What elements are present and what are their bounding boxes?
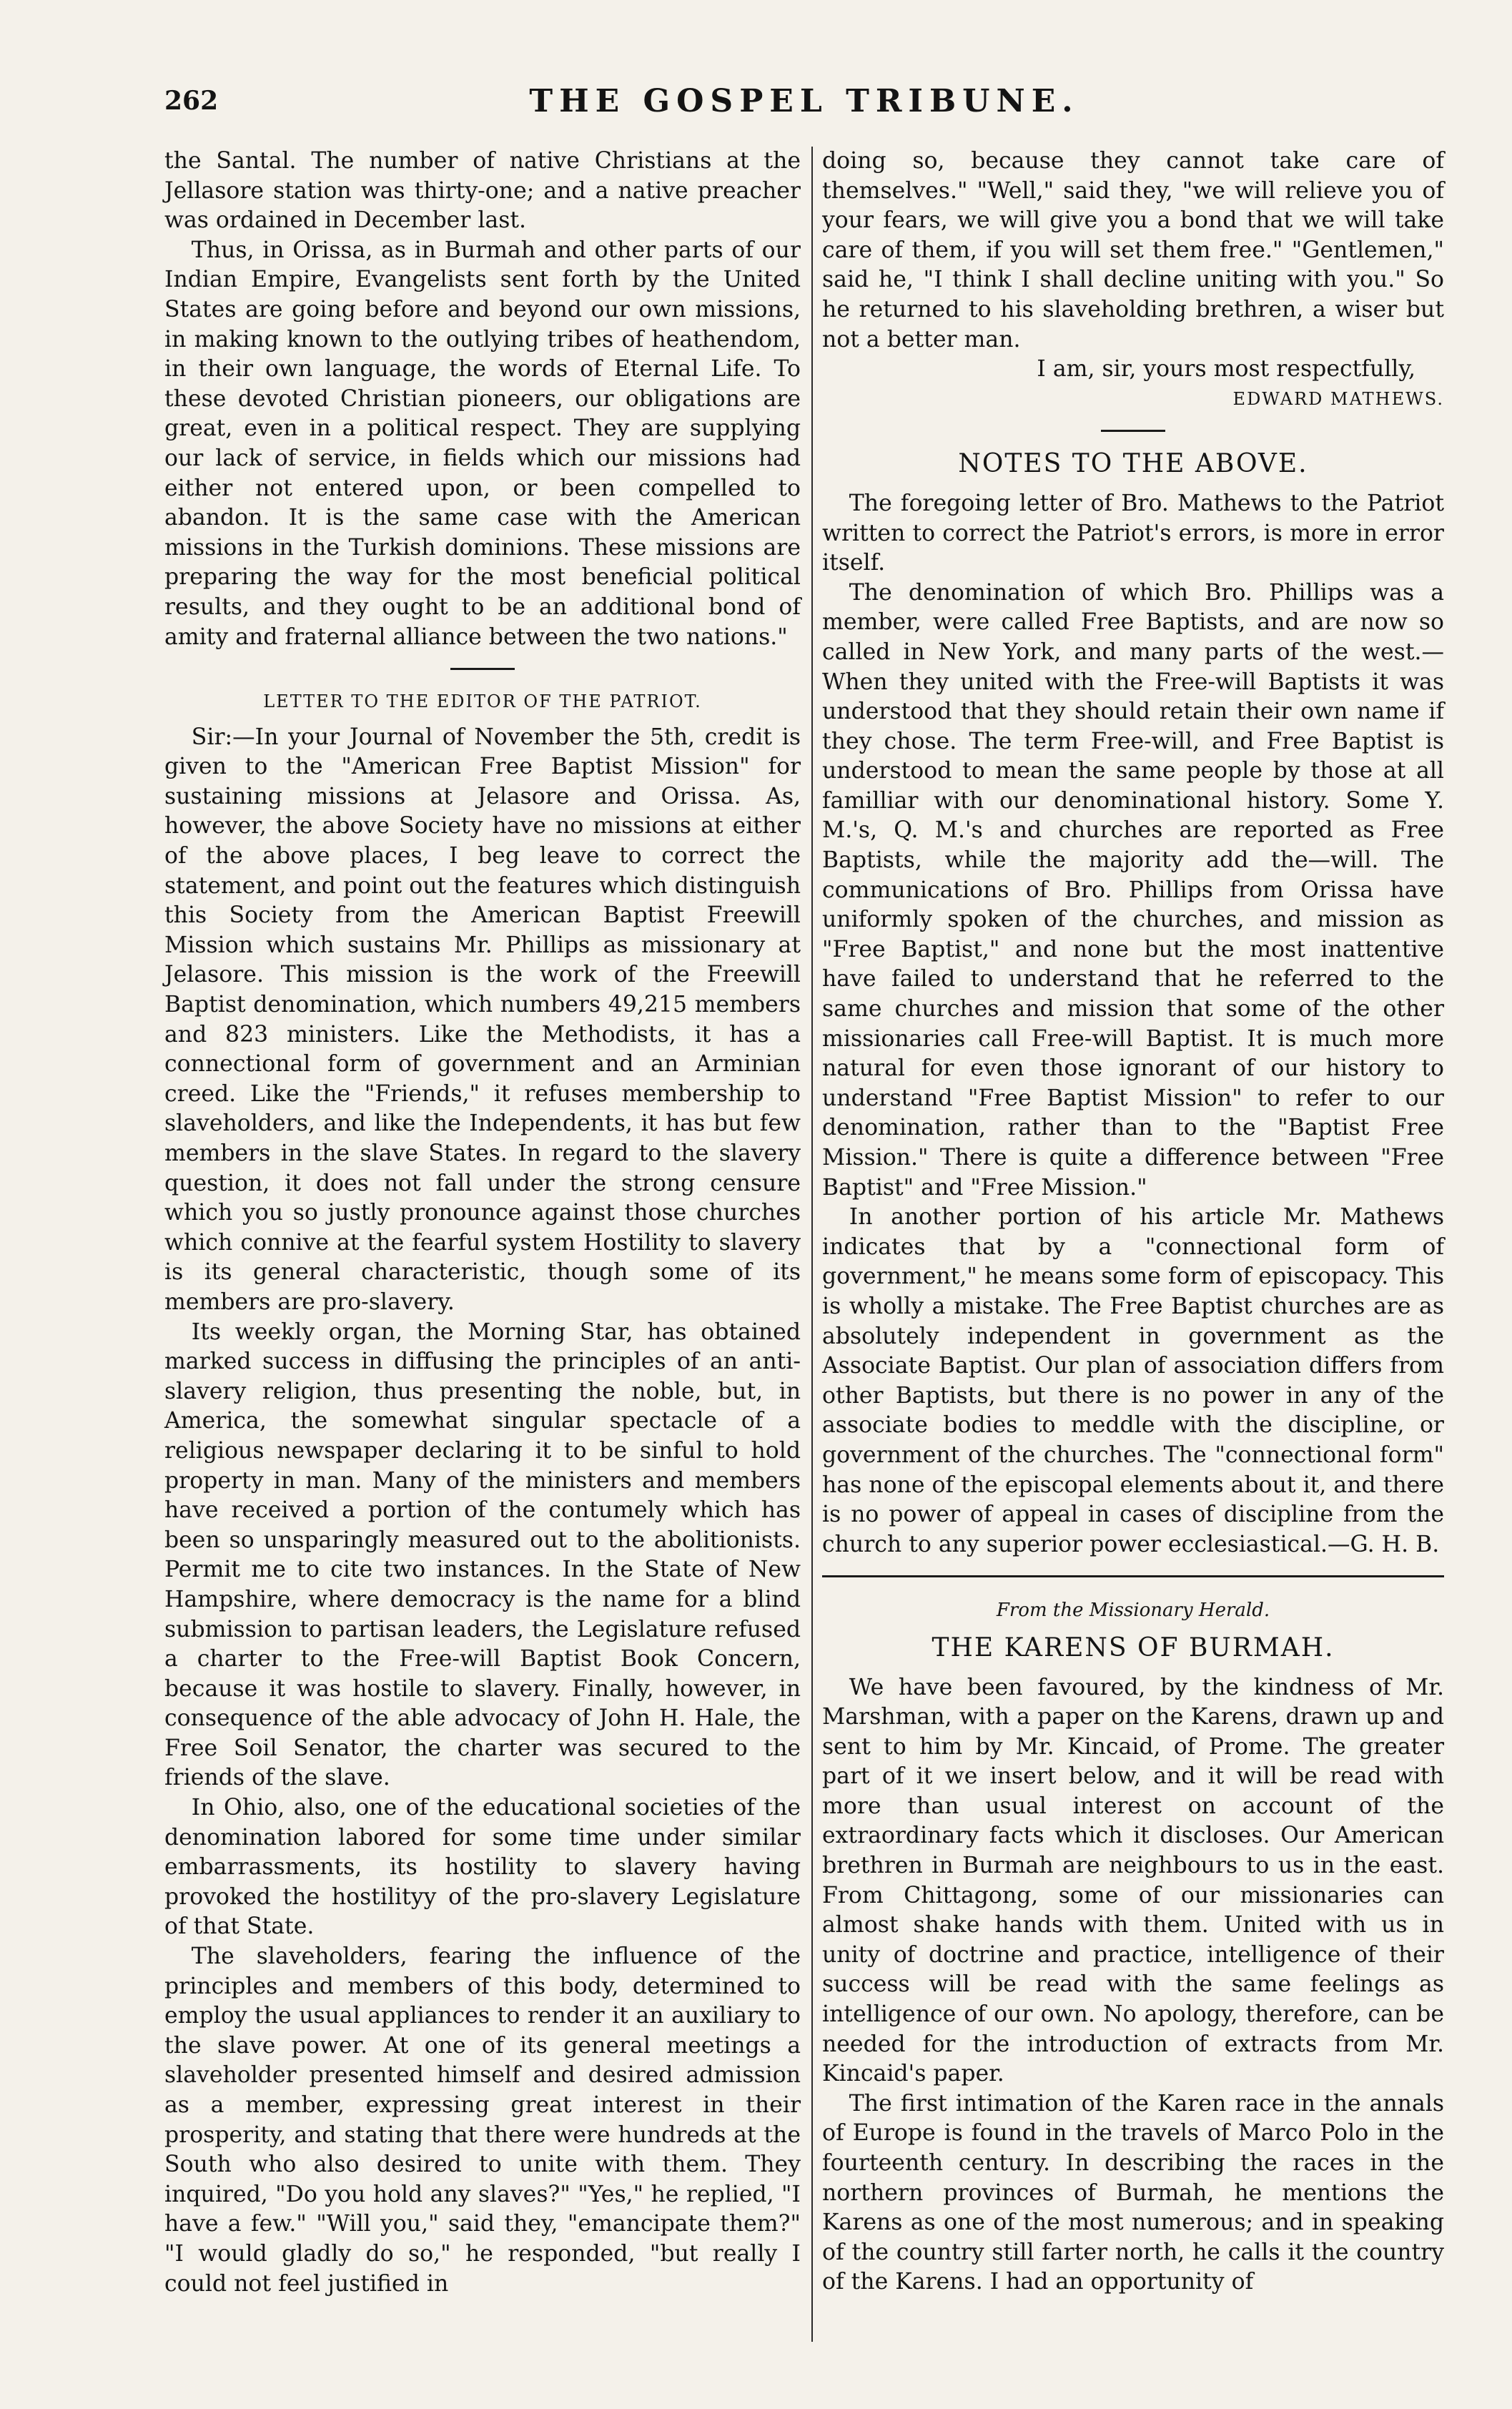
section-divider [1101,430,1165,432]
paragraph: Sir:—In your Journal of November the 5th, credit is given to the "American Free Baptist Mission" for sustaining missions at Jelasore and Orissa. As, however, the above Society have no missions at either of the above places, I beg leave to correct the statement, and point out the features which distinguish this Society from the American Baptist Freewill Mission which sustains Mr. Phillips as missionary at Jelasore. This mission is the work of the Freewill Baptist denomination, which numbers 49,215 members and 823 ministers. Like the Methodists, it has a connectional form of government and an Arminian creed. Like the "Friends," it refuses membership to slaveholders, and like the Independents, it has but few members in the slave States. In regard to the slavery question, it does not fall under the strong censure which you so justly pronounce against those churches which connive at the fearful system Hostility to slavery is its general characteristic, though some of its members are pro-slavery. [164,724,801,1315]
paragraph: the Santal. The number of native Christians at the Jellasore station was thirty-one; and a native preacher was ordained in December last. [164,148,801,234]
column-divider [811,147,813,2342]
right-column [822,147,1444,2297]
paragraph: In another portion of his article Mr. Mathews indicates that by a "connectional form of government," he means some form of episcopacy. This is wholly a mistake. The Free Baptist churches are as absolutely independent in government as the Associate Baptist. Our plan of association differs from other Baptists, but there is no power in any of the associate bodies to meddle with the discipline, or government of the churches. The "connectional form" has none of the episcopal elements about it, and there is no power of appeal in cases of discipline from the church to any superior power ecclesiastical.—G. H. B. [822,1204,1444,1557]
source-credit: From the Missionary Herald. [996,1600,1270,1622]
paragraph: doing so, because they cannot take care of themselves." "Well," said they, "we will relieve you of your fears, we will give you a bond that we will take care of them, if you will set them free." "Gentlemen," said he, "I think I shall decline uniting with you." So he returned to his slaveholding brethren, a wiser but not a better man. [822,148,1444,353]
paragraph: We have been favoured, by the kindness of Mr. Marshman, with a paper on the Karens, drawn up and sent to him by Mr. Kincaid, of Prome. The greater part of it we insert below, and it will be read with more than usual interest on account of the extraordinary facts which it discloses. Our American brethren in Burmah are neighbours to us in the east. From Chittagong, some of our missionaries can almost shake hands with them. United with us in unity of doctrine and practice, intelligence of their success will be read with the same feelings as intelligence of our own. No apology, therefore, can be needed for the introduction of extracts from Mr. Kincaid's paper. [822,1674,1444,2087]
letter-heading: LETTER TO THE EDITOR OF THE PATRIOT. [263,691,702,712]
left-column [164,147,801,2299]
paragraph: The denomination of which Bro. Phillips was a member, were called Free Baptists, and are now so called in New York, and many parts of the west.— When they united with the Free-will Baptists it was understood that they should retain their own name if they chose. The term Free-will, and Free Baptist is understood to mean the same people by those at all familliar with our denominational history. Some Y. M.'s, Q. M.'s and churches are reported as Free Baptists, while the majority add the—will. The communications of Bro. Phillips from Orissa have uniformly spoken of the churches, and mission as "Free Baptist," and none but the most inattentive have failed to understand that he referred to the same churches and mission that some of the other missionaries call Free-will Baptist. It is much more natural for even those ignorant of our history to understand "Free Baptist Mission" to refer to our denomination, rather than to the "Baptist Free Mission." There is quite a difference between "Free Baptist" and "Free Mission." [822,579,1444,1201]
paragraph: The first intimation of the Karen race in the annals of Europe is found in the travels of Marco Polo in the fourteenth century. In describing the races in the northern provinces of Burmah, he mentions the Karens as one of the most numerous; and in speaking of the country still farter north, he calls it the country of the Karens. I had an opportunity of [822,2090,1444,2295]
section-divider [822,1575,1444,1577]
paragraph: Thus, in Orissa, as in Burmah and other parts of our Indian Empire, Evangelists sent forth by the United States are going before and beyond our own missions, in making known to the outlying tribes of heathendom, in their own language, the words of Eternal Life. To these devoted Christian pioneers, our obligations are great, even in a political respect. They are supplying our lack of service, in fields which our missions had either not entered upon, or been compelled to abandon. It is the same case with the American missions in the Turkish dominions. These missions are preparing the way for the most beneficial political results, and they ought to be an additional bond of amity and fraternal alliance between the two nations." [164,237,801,650]
notes-heading: NOTES TO THE ABOVE. [958,449,1308,479]
section-divider [450,668,515,670]
letter-signature: EDWARD MATHEWS. [1232,388,1444,409]
paragraph: The slaveholders, fearing the influence of the principles and members of this body, determined to employ the usual appliances to render it an auxiliary to the slave power. At one of its general meetings a slaveholder presented himself and desired admission as a member, expressing great interest in their prosperity, and stating that there were hundreds at the South who also desired to unite with them. They inquired, "Do you hold any slaves?" "Yes," he replied, "I have a few." "Will you," said they, "emancipate them?" "I would gladly do so," he responded, "but really I could not feel justified in [164,1944,801,2297]
letter-closing: I am, sir, yours most respectfully, [1037,356,1415,383]
page-number: 262 [164,86,219,116]
paragraph: Its weekly organ, the Morning Star, has obtained marked success in diffusing the principles of an anti-slavery religion, thus presenting the noble, but, in America, the somewhat singular spectacle of a religious newspaper declaring it to be sinful to hold property in man. Many of the ministers and members have received a portion of the contumely which has been so unsparingly measured out to the abolitionists. Permit me to cite two instances. In the State of New Hampshire, where democracy is the name for a blind submission to partisan leaders, the Legislature refused a charter to the Free-will Baptist Book Concern, because it was hostile to slavery. Finally, however, in consequence of the able advocacy of John H. Hale, the Free Soil Senator, the charter was secured to the friends of the slave. [164,1319,801,1791]
page-header [164,79,1444,136]
paragraph: In Ohio, also, one of the educational societies of the denomination labored for some time under similar embarrassments, its hostility to slavery having provoked the hostilityy of the pro-slavery Legislature of that State. [164,1795,801,1940]
paragraph: The foregoing letter of Bro. Mathews to the Patriot written to correct the Patriot's errors, is more in error itself. [822,490,1444,576]
karens-heading: THE KARENS OF BURMAH. [932,1632,1335,1662]
journal-title: THE GOSPEL TRIBUNE. [529,83,1079,119]
